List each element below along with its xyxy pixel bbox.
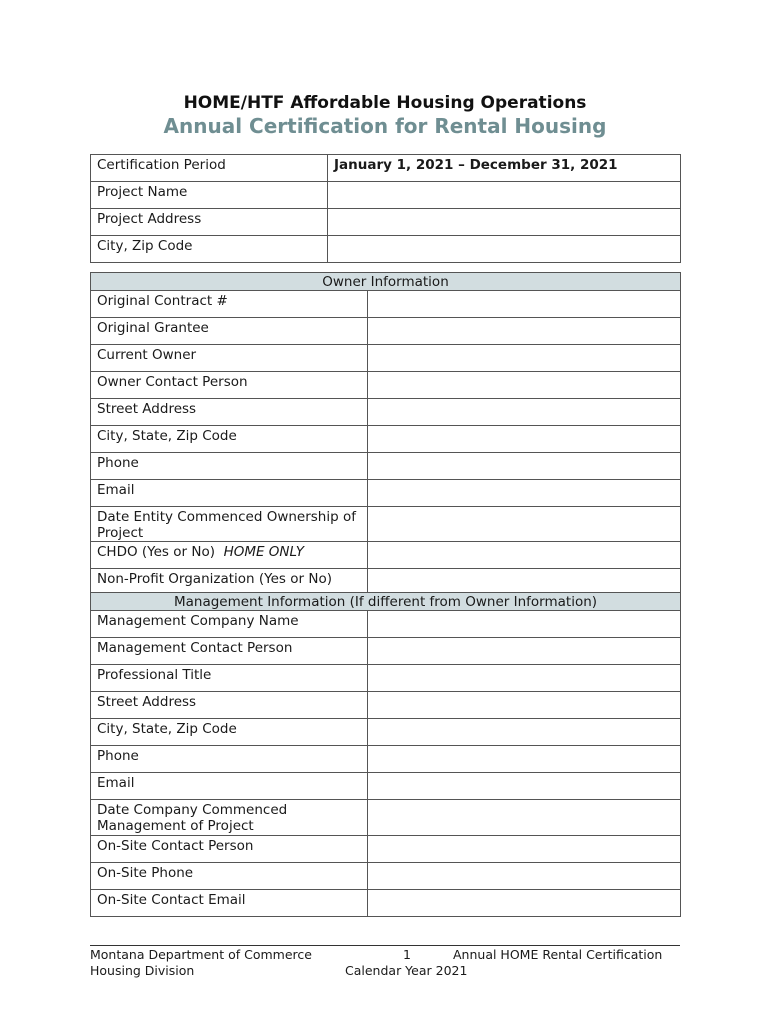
owner-row-label: Street Address (91, 399, 368, 426)
management-row-label: On-Site Phone (91, 863, 368, 890)
owner-row-label: Original Contract # (91, 291, 368, 318)
table-row (91, 611, 681, 638)
management-row-label: Date Company Commenced Management of Project (91, 800, 368, 836)
footer-division: Housing Division (90, 963, 195, 978)
owner-row-field[interactable] (368, 507, 681, 542)
management-row-field[interactable] (368, 692, 681, 719)
management-row-label: On-Site Contact Email (91, 890, 368, 917)
certification-table (90, 154, 681, 263)
management-row-field[interactable] (368, 890, 681, 917)
project-address-label: Project Address (91, 209, 328, 236)
table-row (91, 542, 681, 569)
certification-period-value: January 1, 2021 – December 31, 2021 (328, 155, 681, 182)
project-name-field[interactable] (328, 182, 681, 209)
table-row (91, 182, 681, 209)
management-information-table (90, 592, 681, 917)
management-row-field[interactable] (368, 773, 681, 800)
certification-period-label: Certification Period (91, 155, 328, 182)
table-row (91, 426, 681, 453)
owner-row-label: Original Grantee (91, 318, 368, 345)
management-row-label: Management Company Name (91, 611, 368, 638)
table-row (91, 692, 681, 719)
city-zip-label: City, Zip Code (91, 236, 328, 263)
table-row (91, 719, 681, 746)
table-row (91, 209, 681, 236)
document-title: HOME/HTF Affordable Housing Operations (183, 93, 587, 113)
management-row-label: Professional Title (91, 665, 368, 692)
table-row (91, 372, 681, 399)
table-row (91, 155, 681, 182)
owner-heading-row (91, 273, 681, 291)
footer-divider (90, 945, 680, 946)
management-row-field[interactable] (368, 836, 681, 863)
owner-row-field[interactable] (368, 372, 681, 399)
owner-row-field[interactable] (368, 542, 681, 569)
table-row (91, 890, 681, 917)
management-row-field[interactable] (368, 746, 681, 773)
owner-row-field[interactable] (368, 480, 681, 507)
management-row-label: City, State, Zip Code (91, 719, 368, 746)
footer-page-number: 1 (403, 947, 411, 962)
chdo-note: HOME ONLY (223, 544, 305, 560)
table-row (91, 453, 681, 480)
project-address-field[interactable] (328, 209, 681, 236)
management-heading: Management Information (If different from Owner Information) (91, 593, 681, 611)
owner-row-label: Phone (91, 453, 368, 480)
table-row (91, 638, 681, 665)
owner-row-field[interactable] (368, 426, 681, 453)
owner-row-field[interactable] (368, 318, 681, 345)
table-row (91, 291, 681, 318)
management-row-field[interactable] (368, 638, 681, 665)
footer-department: Montana Department of Commerce (90, 947, 312, 962)
table-row (91, 480, 681, 507)
table-row (91, 665, 681, 692)
management-row-field[interactable] (368, 800, 681, 836)
table-row (91, 773, 681, 800)
management-row-field[interactable] (368, 665, 681, 692)
table-row (91, 836, 681, 863)
document-subtitle: Annual Certification for Rental Housing (163, 114, 607, 138)
chdo-label (91, 542, 368, 569)
table-row (91, 746, 681, 773)
city-zip-field[interactable] (328, 236, 681, 263)
owner-row-label: City, State, Zip Code (91, 426, 368, 453)
owner-row-field[interactable] (368, 453, 681, 480)
owner-heading: Owner Information (91, 273, 681, 291)
management-heading-row (91, 593, 681, 611)
owner-information-table (90, 272, 681, 596)
chdo-label-text: CHDO (Yes or No) (97, 544, 215, 560)
table-row (91, 345, 681, 372)
management-row-field[interactable] (368, 719, 681, 746)
management-row-label: Street Address (91, 692, 368, 719)
table-row (91, 800, 681, 836)
table-row (91, 236, 681, 263)
management-row-field[interactable] (368, 611, 681, 638)
management-row-label: Management Contact Person (91, 638, 368, 665)
management-row-label: Email (91, 773, 368, 800)
project-name-label: Project Name (91, 182, 328, 209)
owner-row-label: Email (91, 480, 368, 507)
footer-document-name: Annual HOME Rental Certification (453, 947, 663, 962)
table-row (91, 399, 681, 426)
owner-row-label: Date Entity Commenced Ownership of Project (91, 507, 368, 542)
owner-row-label: Current Owner (91, 345, 368, 372)
management-row-label: On-Site Contact Person (91, 836, 368, 863)
table-row (91, 318, 681, 345)
owner-row-field[interactable] (368, 345, 681, 372)
table-row (91, 507, 681, 542)
owner-row-field[interactable] (368, 291, 681, 318)
owner-row-field[interactable] (368, 399, 681, 426)
table-row (91, 863, 681, 890)
footer-calendar-year: Calendar Year 2021 (345, 963, 468, 978)
management-row-label: Phone (91, 746, 368, 773)
owner-row-label: Non-Profit Organization (Yes or No) (91, 569, 368, 596)
management-row-field[interactable] (368, 863, 681, 890)
owner-row-label: Owner Contact Person (91, 372, 368, 399)
